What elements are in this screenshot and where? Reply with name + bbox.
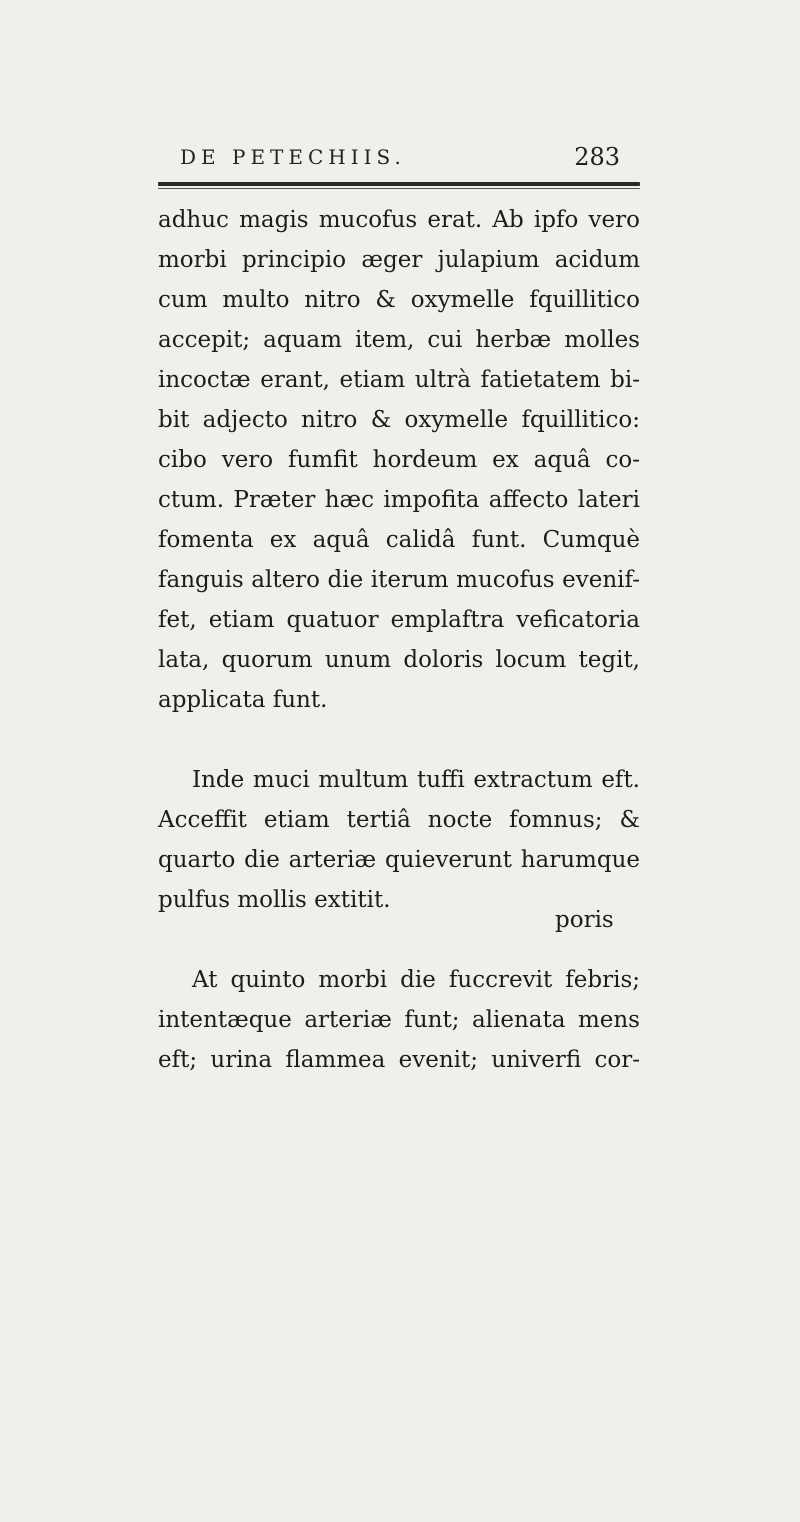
paragraph-1: adhuc magis mucofus erat. Ab ipfo vero morbi principio æger julapium acidum cum multo nitro & oxymelle fquillitico accepit; aquam item, cui herbæ molles incoctæ erant, etiam ultrà fatietatem bi-bit adjecto nitro & oxymelle fquillitico: cibo vero fumfit hordeum ex aquâ co-ctum. Præter hæc impofita affecto lateri fomenta ex aquâ calidâ funt. Cumquè fanguis altero die iterum mucofus evenif-fet, etiam quatuor emplaftra veficatoria lata, quorum unum doloris locum tegit, applicata funt. [158, 207, 640, 713]
running-head: DE PETECHIIS. [180, 145, 406, 169]
catchword: poris [555, 907, 614, 933]
body-text [158, 200, 640, 1080]
page-header [180, 145, 620, 179]
header-rule [158, 182, 640, 186]
paragraph-2: Inde muci multum tuffi extractum eft. Acceffit etiam tertiâ nocte fomnus; & quarto die arteriæ quieverunt harumque pulfus mollis extitit. [158, 767, 640, 913]
page-number: 283 [574, 143, 620, 171]
paragraph-3: At quinto morbi die fuccrevit febris; intentæque arteriæ funt; alienata mens eft; urina flammea evenit; univerfi cor- [158, 967, 640, 1073]
